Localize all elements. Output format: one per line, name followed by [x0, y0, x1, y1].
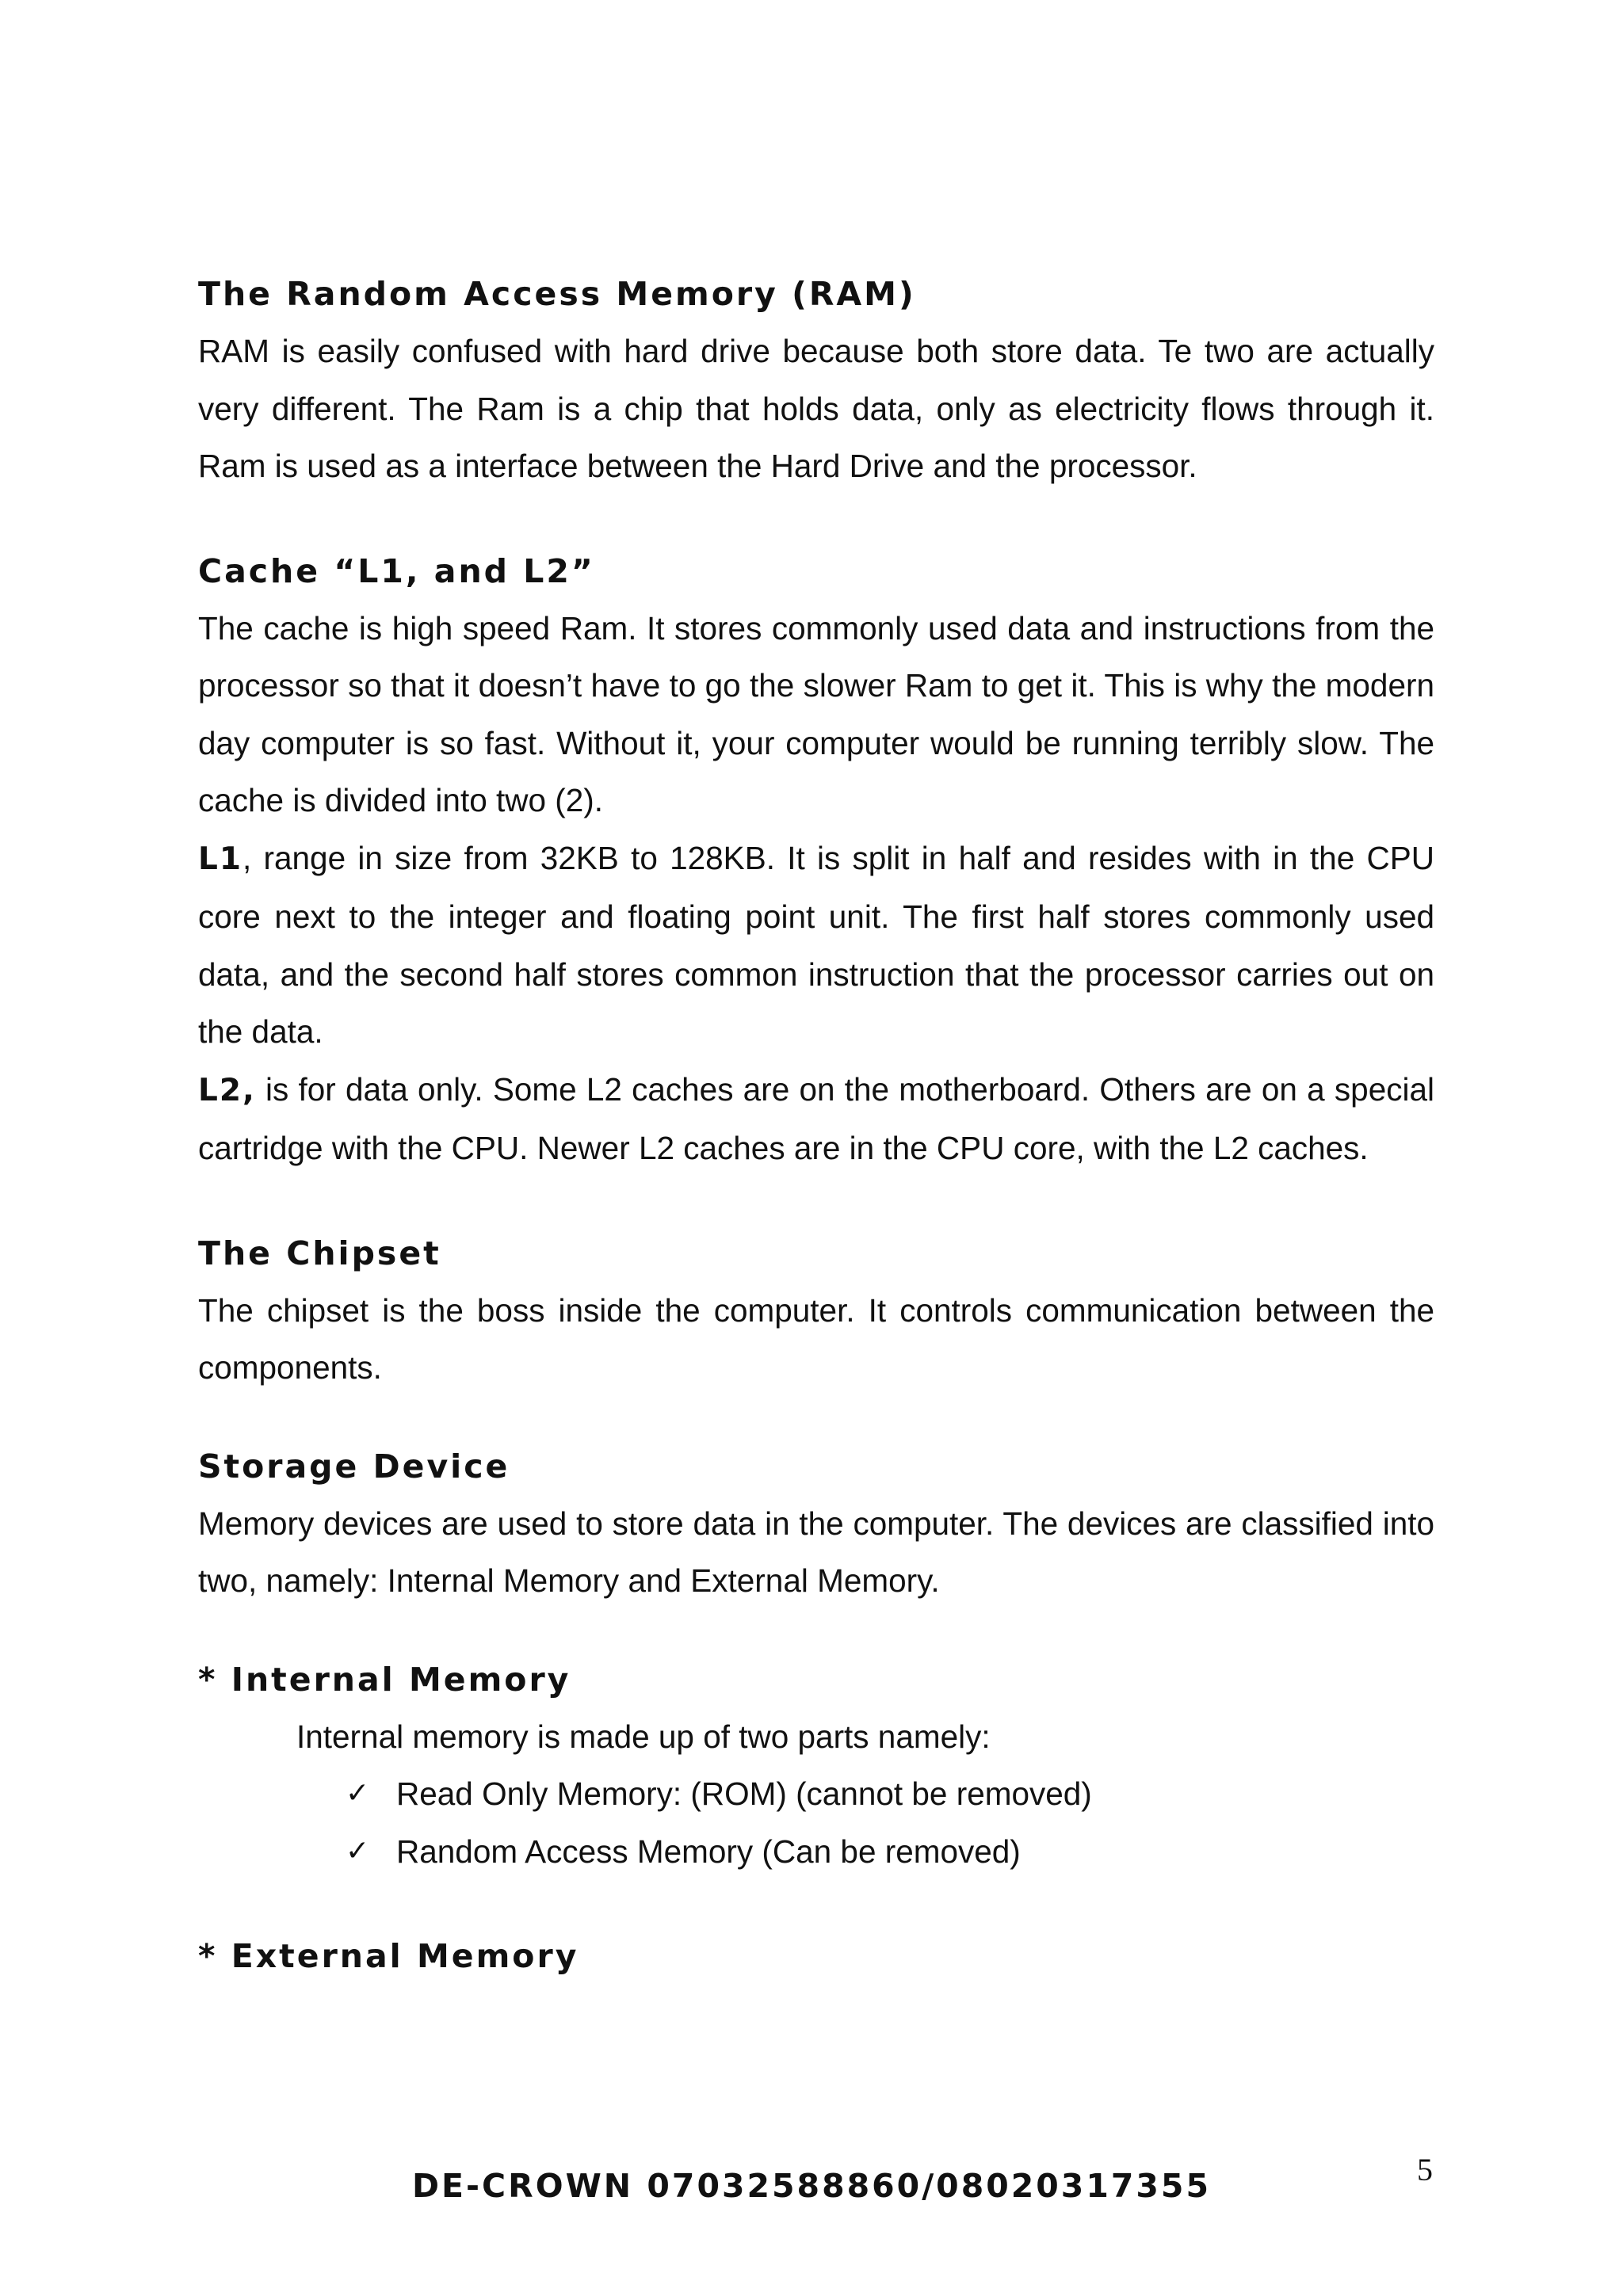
l1-label: L1	[198, 841, 242, 877]
l2-paragraph	[198, 1061, 1434, 1177]
external-memory-heading: * External Memory	[198, 1937, 579, 1975]
checkmark-icon: ✓	[346, 1777, 370, 1810]
spacer	[198, 495, 1434, 543]
page-number: 5	[1417, 2152, 1433, 2187]
l1-text: , range in size from 32KB to 128KB. It is split in half and resides with in the CPU core next to the integer and floating point unit. The first half stores commonly used data, and the second half stores common instruction that the processor carries out on the data.	[198, 839, 1434, 1050]
chipset-heading: The Chipset	[198, 1234, 441, 1272]
ram-paragraph: RAM is easily confused with hard drive because both store data. Te two are actually very different. The Ram is a chip that holds data, only as electricity flows through it. Ram is used as a interface between the Hard Drive and the processor.	[198, 333, 1434, 484]
spacer	[198, 1397, 1434, 1438]
cache-heading: Cache “L1, and L2”	[198, 551, 595, 590]
chipset-paragraph: The chipset is the boss inside the computer. It controls communication between the components.	[198, 1291, 1434, 1386]
spacer	[198, 1177, 1434, 1225]
spacer	[198, 1610, 1434, 1651]
l2-label: L2,	[198, 1072, 256, 1108]
storage-heading: Storage Device	[198, 1447, 510, 1486]
list-item	[346, 1765, 1434, 1823]
checkmark-icon: ✓	[346, 1834, 370, 1867]
internal-memory-list	[198, 1765, 1434, 1880]
list-item	[346, 1823, 1434, 1881]
l1-paragraph	[198, 830, 1434, 1061]
list-item-text: Read Only Memory: (ROM) (cannot be removed)	[396, 1775, 1092, 1812]
cache-paragraph: The cache is high speed Ram. It stores commonly used data and instructions from the processor so that it doesn’t have to go the slower Ram to get it. This is why the modern day computer is so fast. Without it, your computer would be running terribly slow. The cache is divided into two (2).	[198, 609, 1434, 818]
internal-memory-heading: * Internal Memory	[198, 1660, 571, 1699]
footer-text: DE-CROWN 07032588860/08020317355	[412, 2167, 1211, 2205]
internal-memory-intro: Internal memory is made up of two parts namely:	[296, 1718, 991, 1755]
spacer	[198, 1880, 1434, 1928]
storage-paragraph: Memory devices are used to store data in the computer. The devices are classified into two, namely: Internal Memory and External Memory.	[198, 1505, 1434, 1599]
page-content	[198, 265, 1434, 1985]
list-item-text: Random Access Memory (Can be removed)	[396, 1833, 1021, 1870]
ram-heading: The Random Access Memory (RAM)	[198, 275, 916, 313]
l2-text: is for data only. Some L2 caches are on the motherboard. Others are on a special cartridge with the CPU. Newer L2 caches are in the CPU core, with the L2 caches.	[198, 1070, 1434, 1166]
